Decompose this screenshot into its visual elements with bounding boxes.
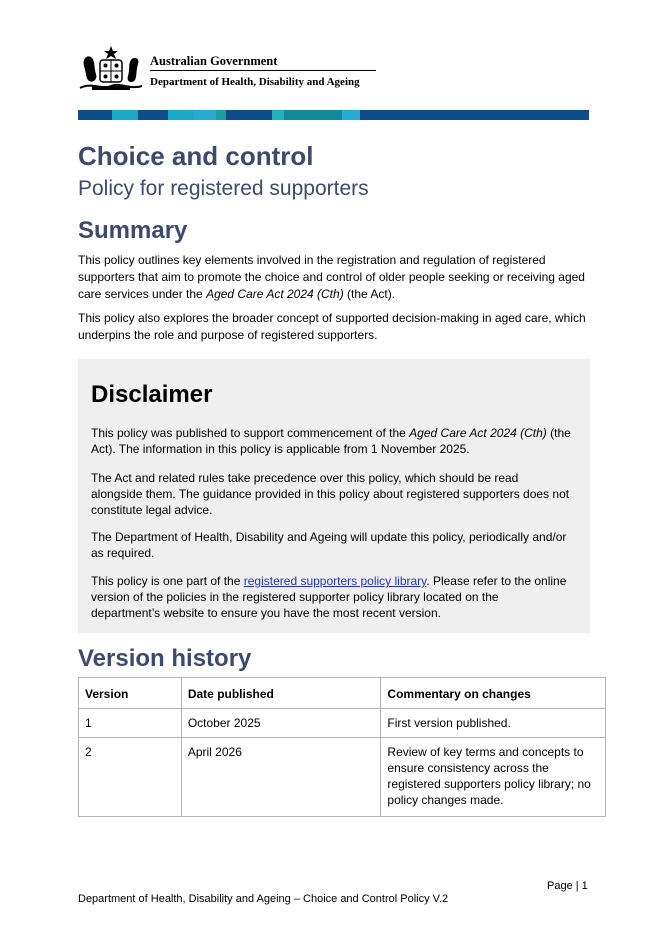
color-bar-segment [138, 110, 168, 120]
header-rule [150, 70, 376, 71]
disclaimer-paragraph-4: This policy is one part of the registered supporters policy library. Please refer to the online version of the policies in the registered supporter policy library located on the department’s website to ensure you have the most recent version. [91, 574, 567, 620]
disclaimer-paragraph-1: This policy was published to support commencement of the Aged Care Act 2024 (Cth) (the Act). The information in this policy is applicable from 1 November 2025. [91, 426, 571, 456]
disclaimer-heading: Disclaimer [91, 381, 213, 408]
summary-paragraph-1: This policy outlines key elements involved in the registration and regulation of registered supporters that aim to promote the choice and control of older people seeking or receiving aged care services under the Aged Care Act 2024 (Cth) (the Act). [78, 253, 585, 301]
color-bar-segment [360, 110, 589, 120]
table-cell: First version published. [381, 709, 606, 738]
table-cell: October 2025 [181, 709, 381, 738]
color-bar-segment [342, 110, 360, 120]
department-name: Department of Health, Disability and Ageing [150, 76, 360, 88]
table-header-row [79, 678, 606, 709]
version-history-table [78, 677, 606, 817]
column-header: Version [79, 678, 182, 709]
coat-of-arms-icon [78, 44, 144, 92]
document-title: Choice and control [78, 141, 314, 171]
table-row [79, 709, 606, 738]
color-bar-segment [168, 110, 194, 120]
disclaimer-paragraph-2: The Act and related rules take precedence over this policy, which should be read alongside them. The guidance provided in this policy about registered supporters does not constitute legal advice. [91, 471, 570, 517]
table-cell: Review of key terms and concepts to ensure consistency across the registered supporters policy library; no policy changes made. [381, 738, 606, 817]
government-title: Australian Government [150, 54, 278, 68]
disclaimer-paragraph-3: The Department of Health, Disability and Ageing will update this policy, periodically and/or as required. [91, 530, 567, 560]
table-cell: April 2026 [181, 738, 381, 817]
column-header: Date published [181, 678, 381, 709]
table-cell: 1 [79, 709, 182, 738]
footer-text: Department of Health, Disability and Ageing – Choice and Control Policy V.2 [78, 893, 449, 905]
color-bar-segment [194, 110, 216, 120]
document-subtitle: Policy for registered supporters [78, 177, 369, 200]
page-number: Page | 1 [547, 880, 588, 892]
version-history-heading: Version history [78, 645, 252, 672]
policy-library-link[interactable]: registered supporters policy library [243, 574, 427, 588]
summary-heading: Summary [78, 217, 188, 244]
summary-paragraph-2: This policy also explores the broader concept of supported decision-making in aged care, which underpins the role and purpose of registered supporters. [78, 311, 586, 342]
color-bar-segment [226, 110, 272, 120]
color-bar-segment [284, 110, 342, 120]
color-bar-segment [216, 110, 226, 120]
column-header: Commentary on changes [381, 678, 606, 709]
color-bar-segment [112, 110, 138, 120]
table-row [79, 738, 606, 817]
color-bar-segment [78, 110, 112, 120]
color-bar-segment [272, 110, 284, 120]
table-cell: 2 [79, 738, 182, 817]
decorative-color-bar [78, 110, 589, 120]
